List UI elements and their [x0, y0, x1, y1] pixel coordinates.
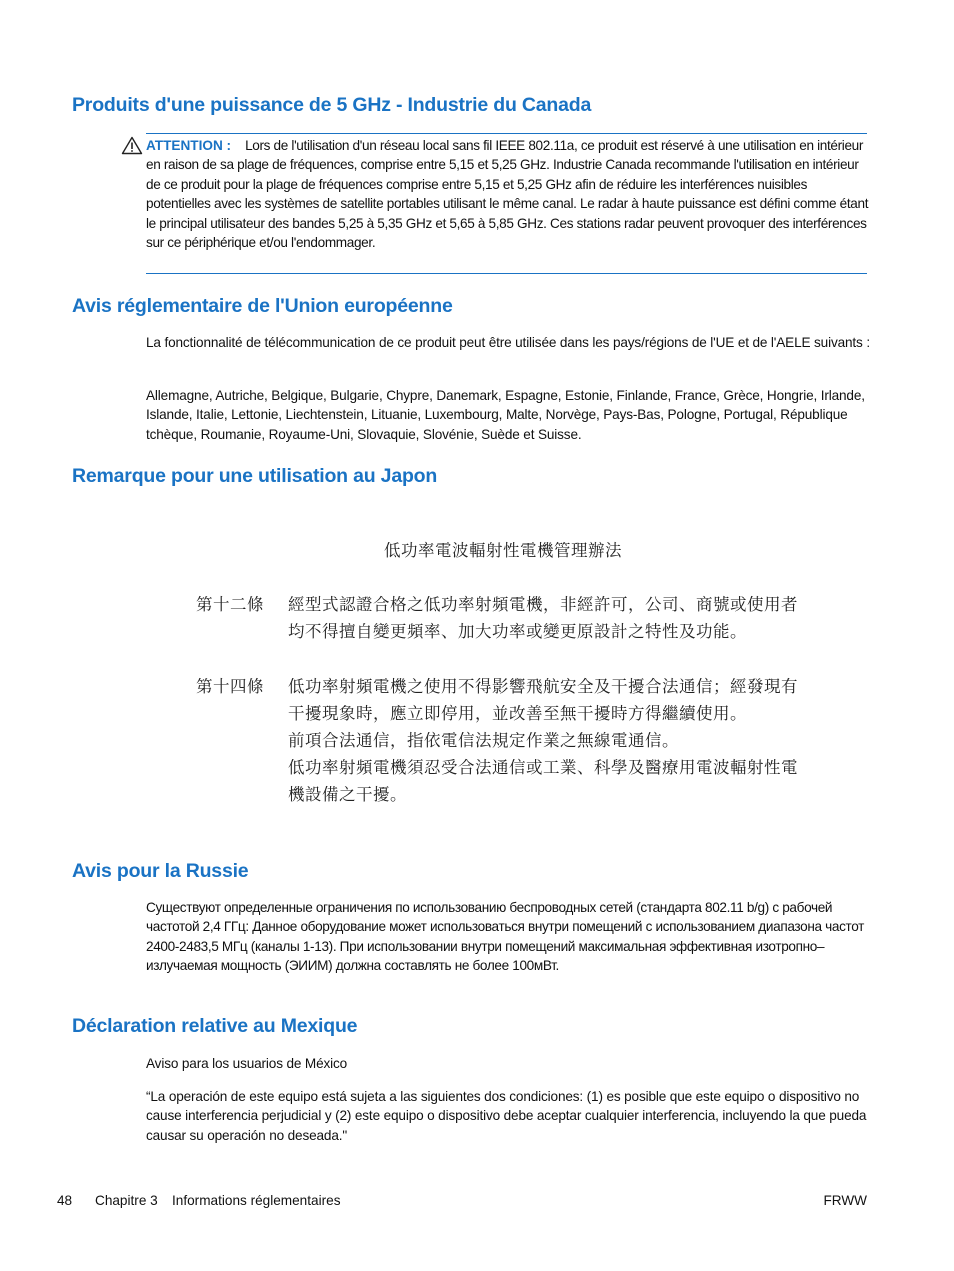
- article-14-line-1: 低功率射頻電機之使用不得影響飛航安全及干擾合法通信；經發現有: [288, 677, 798, 696]
- caution-bottom-rule: [146, 273, 867, 274]
- footer-code: FRWW: [823, 1193, 867, 1208]
- article-12-line-2: 均不得擅自變更頻率、加大功率或變更原設計之特性及功能。: [288, 622, 747, 641]
- article-12-line-1: 經型式認證合格之低功率射頻電機，非經許可，公司、商號或使用者: [288, 595, 798, 614]
- caution-text: Lors de l'utilisation d'un réseau local sans fil IEEE 802.11a, ce produit est réservé à une utilisation en intérieur en raison de sa plage de fréquences, comprise entre 5,15 et 5,25 GHz. Industrie Canada recommande l'utilisation en intérieur de ce produit pour la plage de fréquences comprise entre 5,15 et 5,25 GHz afin de réduire les interférences nuisibles potentielles avec les systèmes de satellite portables utilisant le même canal. Le radar à haute puissance est défini comme étant le principal utilisateur des bandes 5,25 à 5,35 GHz et 5,65 à 5,85 GHz. Ces stations radar peuvent provoquer des interférences sur ce périphérique et/ou l'endommager.: [146, 138, 869, 251]
- heading-japan: Remarque pour une utilisation au Japon: [72, 465, 438, 487]
- footer-chapter-title: Informations réglementaires: [172, 1193, 341, 1208]
- mexico-paragraph-2: “La operación de este equipo está sujeta a las siguientes dos condiciones: (1) es posible que este equipo o dispositivo no cause interferencia perjudicial y (2) este equipo o dispositivo debe aceptar cualquier interferencia, incluyendo la que pueda causar su operación no deseada.": [146, 1089, 867, 1143]
- eu-paragraph-2: Allemagne, Autriche, Belgique, Bulgarie, Chypre, Danemark, Espagne, Estonie, Finlande, France, Grèce, Hongrie, Irlande, Islande, Italie, Lettonie, Liechtenstein, Lituanie, Luxembourg, Malte, Norvège, Pays-Bas, Pologne, Portugal, République tchèque, Roumanie, Royaume-Uni, Slovaquie, Slovénie, Suède et Suisse.: [146, 388, 865, 442]
- article-14-line-4: 低功率射頻電機須忍受合法通信或工業、科學及醫療用電波輻射性電: [288, 758, 798, 777]
- article-14-line-5: 機設備之干擾。: [288, 785, 407, 804]
- article-14-label: 第十四條: [196, 677, 264, 696]
- caution-label: ATTENTION :: [146, 138, 232, 153]
- heading-canada: Produits d'une puissance de 5 GHz - Industrie du Canada: [72, 94, 592, 116]
- warning-triangle-icon: [121, 136, 143, 155]
- caution-paragraph: [146, 136, 871, 252]
- caution-top-rule: [146, 133, 867, 134]
- heading-mexico: Déclaration relative au Mexique: [72, 1015, 358, 1037]
- eu-paragraph-1: La fonctionnalité de télécommunication de ce produit peut être utilisée dans les pays/régions de l'UE et de l'AELE suivants :: [146, 335, 870, 350]
- footer-chapter: Chapitre 3: [95, 1193, 158, 1208]
- article-14-line-3: 前項合法通信，指依電信法規定作業之無線電通信。: [288, 731, 679, 750]
- page-number: 48: [57, 1193, 73, 1208]
- article-12-label: 第十二條: [196, 595, 264, 614]
- heading-eu: Avis réglementaire de l'Union européenne: [72, 295, 453, 317]
- article-14-line-2: 干擾現象時，應立即停用，並改善至無干擾時方得繼續使用。: [288, 704, 747, 723]
- heading-russia: Avis pour la Russie: [72, 860, 249, 882]
- russia-paragraph: Существуют определенные ограничения по использованию беспроводных сетей (стандарта 802.11 b/g) с рабочей частотой 2,4 ГГц: Данное оборудование может использоваться внутри помещений с использованием диапазона частот 2400-2483,5 МГц (каналы 1-13). При использовании внутри помещений максимальная эффективная изотропно–излучаемая мощность (ЭИИМ) должна составлять не более 100мВт.: [146, 900, 865, 974]
- cjk-title: 低功率電波輻射性電機管理辦法: [384, 541, 622, 560]
- mexico-paragraph-1: Aviso para los usuarios de México: [146, 1056, 348, 1071]
